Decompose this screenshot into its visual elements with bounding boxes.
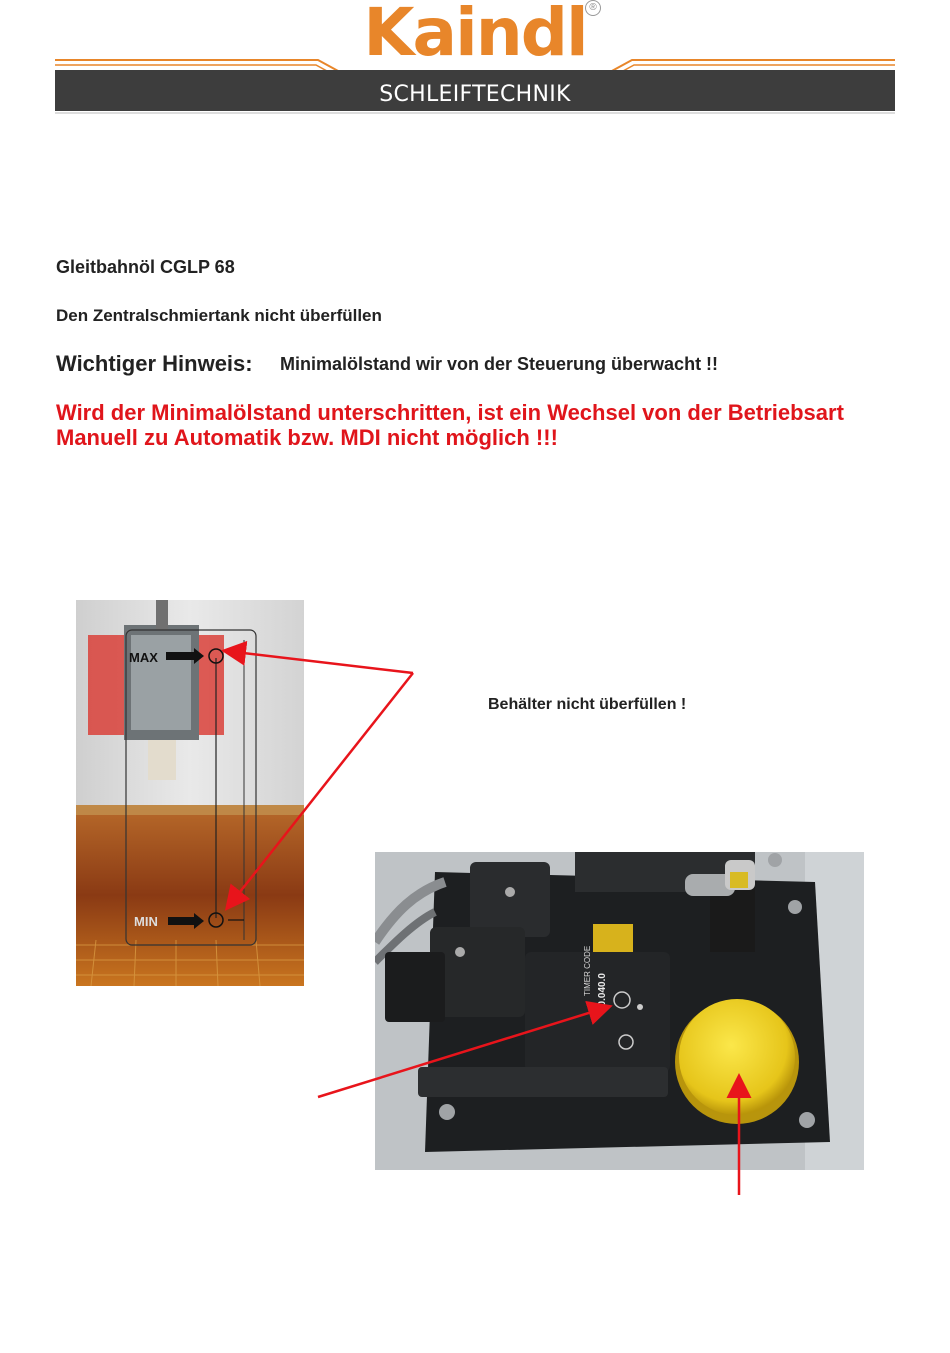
arrow-to-sensor — [318, 1007, 608, 1097]
warning-text: Wird der Minimalölstand unterschritten, ist ein Wechsel von der Betriebsart Manuell zu Automatik bzw. MDI nicht möglich !!! — [56, 400, 844, 450]
no-overfill-note: Den Zentralschmiertank nicht überfüllen — [56, 306, 382, 325]
level-arrows — [226, 651, 739, 1195]
arrow-to-min — [228, 673, 413, 907]
brand-logo: Kaindl — [363, 0, 587, 71]
max-label: MAX — [129, 650, 158, 665]
hint-text: Minimalölstand wir von der Steuerung überwacht !! — [280, 354, 719, 374]
product-name: Gleitbahnöl CGLP 68 — [56, 257, 235, 277]
timer-label-line2: 40.040.0 — [597, 973, 608, 1012]
registered-mark: ® — [585, 0, 601, 16]
brand-subtitle: SCHLEIFTECHNIK — [379, 82, 571, 107]
container-note: Behälter nicht überfüllen ! — [488, 696, 687, 713]
timer-label-line1: TIMER CODE — [583, 945, 592, 996]
hint-label: Wichtiger Hinweis: — [56, 351, 253, 376]
arrow-to-max — [226, 651, 413, 673]
min-label: MIN — [134, 914, 158, 929]
